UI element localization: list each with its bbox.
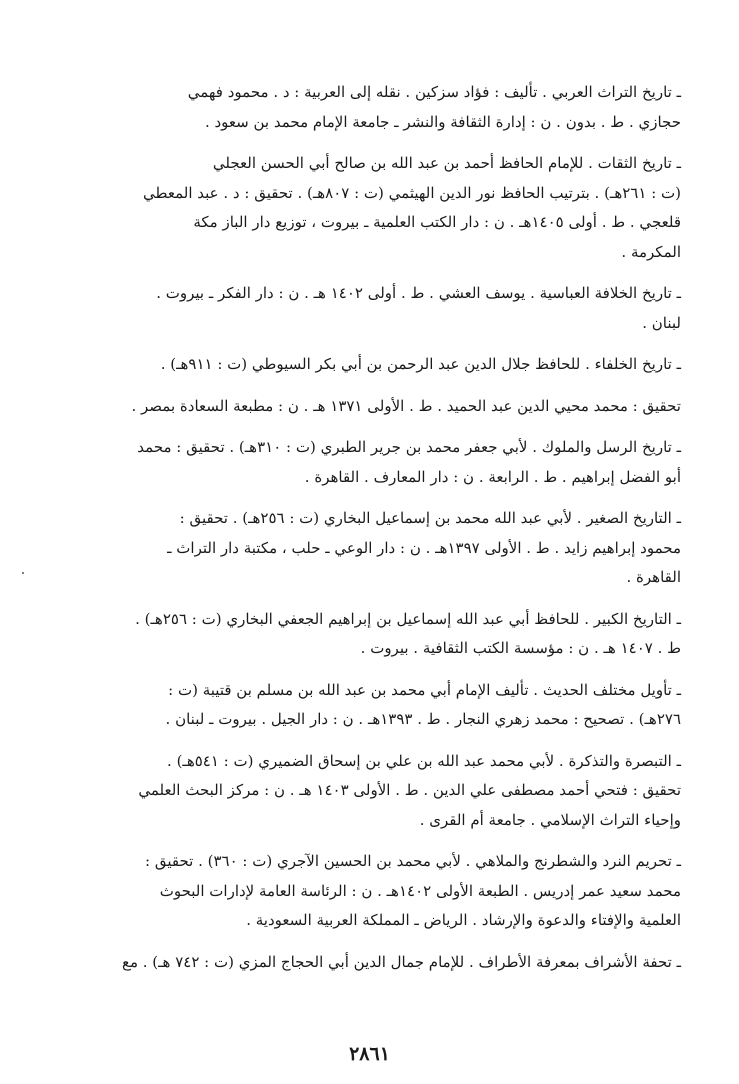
entry-line: القاهرة . [626, 568, 681, 586]
bibliography-entry [60, 847, 681, 936]
entry-line: ـ تاريخ الثقات . للإمام الحافظ أحمد بن عبد الله بن صالح أبي الحسن العجلي [212, 154, 681, 172]
entry-line: محمد سعيد عمر إدريس . الطبعة الأولى ١٤٠٢هـ . ن : الرئاسة العامة لإدارات البحوث [159, 881, 681, 900]
bibliography-list [60, 78, 681, 989]
entry-line: العلمية والإفتاء والدعوة والإرشاد . الرياض ـ المملكة العربية السعودية . [246, 911, 681, 929]
entry-line: ـ تحفة الأشراف بمعرفة الأطراف . للإمام جمال الدين أبي الحجاج المزي (ت : ٧٤٢ هـ) . مع [121, 952, 681, 971]
bibliography-entry [60, 350, 681, 380]
bibliography-entry [60, 948, 681, 978]
entry-line: تحقيق : محمد محيي الدين عبد الحميد . ط . الأولى ١٣٧١ هـ . ن : مطبعة السعادة بمصر . [131, 396, 681, 415]
bibliography-entry [60, 279, 681, 338]
entry-line: أبو الفضل إبراهيم . ط . الرابعة . ن : دار المعارف . القاهرة . [304, 467, 681, 486]
margin-mark [22, 572, 24, 574]
bibliography-entry [60, 78, 681, 137]
entry-line: ـ تحريم النرد والشطرنج والملاهي . لأبي محمد بن الحسين الآجري (ت : ٣٦٠) . تحقيق : [145, 852, 681, 870]
bibliography-entry [60, 676, 681, 735]
bibliography-entry [60, 605, 681, 664]
entry-line: ـ التاريخ الكبير . للحافظ أبي عبد الله إسماعيل بن إبراهيم الجعفي البخاري (ت : ٢٥٦هـ) . [135, 609, 681, 628]
entry-line: ـ تاريخ الخلافة العباسية . يوسف العشي . ط . أولى ١٤٠٢ هـ . ن : دار الفكر ـ بيروت . [156, 284, 681, 302]
bibliography-entry [60, 392, 681, 422]
page-number: ٢٨٦١ [349, 1043, 390, 1065]
entry-line: قلعجي . ط . أولى ١٤٠٥هـ . ن : دار الكتب العلمية ـ بيروت ، توزيع دار الباز مكة [193, 213, 681, 231]
entry-line: (ت : ٢٦١هـ) . بترتيب الحافظ نور الدين الهيثمي (ت : ٨٠٧هـ) . تحقيق : د . عبد المعطي [143, 183, 681, 202]
entry-line: ـ التبصرة والتذكرة . لأبي محمد عبد الله بن علي بن إسحاق الضميري (ت : ٥٤١هـ) . [167, 751, 681, 770]
entry-line: ٢٧٦هـ) . تصحيح : محمد زهري النجار . ط . ١٣٩٣هـ . ن : دار الجيل . بيروت ـ لبنان . [165, 710, 681, 728]
bibliography-entry [60, 149, 681, 267]
entry-line: لبنان . [642, 313, 681, 332]
entry-line: وإحياء التراث الإسلامي . جامعة أم القرى . [419, 810, 681, 829]
entry-line: محمود إبراهيم زايد . ط . الأولى ١٣٩٧هـ . ن : دار الوعي ـ حلب ، مكتبة دار التراث ـ [167, 538, 681, 557]
entry-line: ـ تاريخ الخلفاء . للحافظ جلال الدين عبد الرحمن بن أبي بكر السيوطي (ت : ٩١١هـ) . [160, 355, 681, 373]
entry-line: ـ تأويل مختلف الحديث . تأليف الإمام أبي محمد بن عبد الله بن مسلم بن قتيبة (ت : [168, 680, 681, 699]
bibliography-entry [60, 433, 681, 492]
entry-line: حجازي . ط . بدون . ن : إدارة الثقافة والنشر ـ جامعة الإمام محمد بن سعود . [204, 112, 681, 131]
bibliography-entry [60, 747, 681, 836]
entry-line: ـ تاريخ الرسل والملوك . لأبي جعفر محمد بن جرير الطبري (ت : ٣١٠هـ) . تحقيق : محمد [137, 438, 681, 456]
entry-line: ط . ١٤٠٧ هـ . ن : مؤسسة الكتب الثقافية . بيروت . [360, 639, 681, 657]
entry-line: ـ تاريخ التراث العربي . تأليف : فؤاد سزكين . نقله إلى العربية : د . محمود فهمي [187, 83, 681, 101]
entry-line: ـ التاريخ الصغير . لأبي عبد الله محمد بن إسماعيل البخاري (ت : ٢٥٦هـ) . تحقيق : [179, 509, 681, 527]
bibliography-entry [60, 504, 681, 593]
entry-line: تحقيق : فتحي أحمد مصطفى علي الدين . ط . الأولى ١٤٠٣ هـ . ن : مركز البحث العلمي [138, 781, 681, 799]
entry-line: المكرمة . [621, 242, 681, 261]
